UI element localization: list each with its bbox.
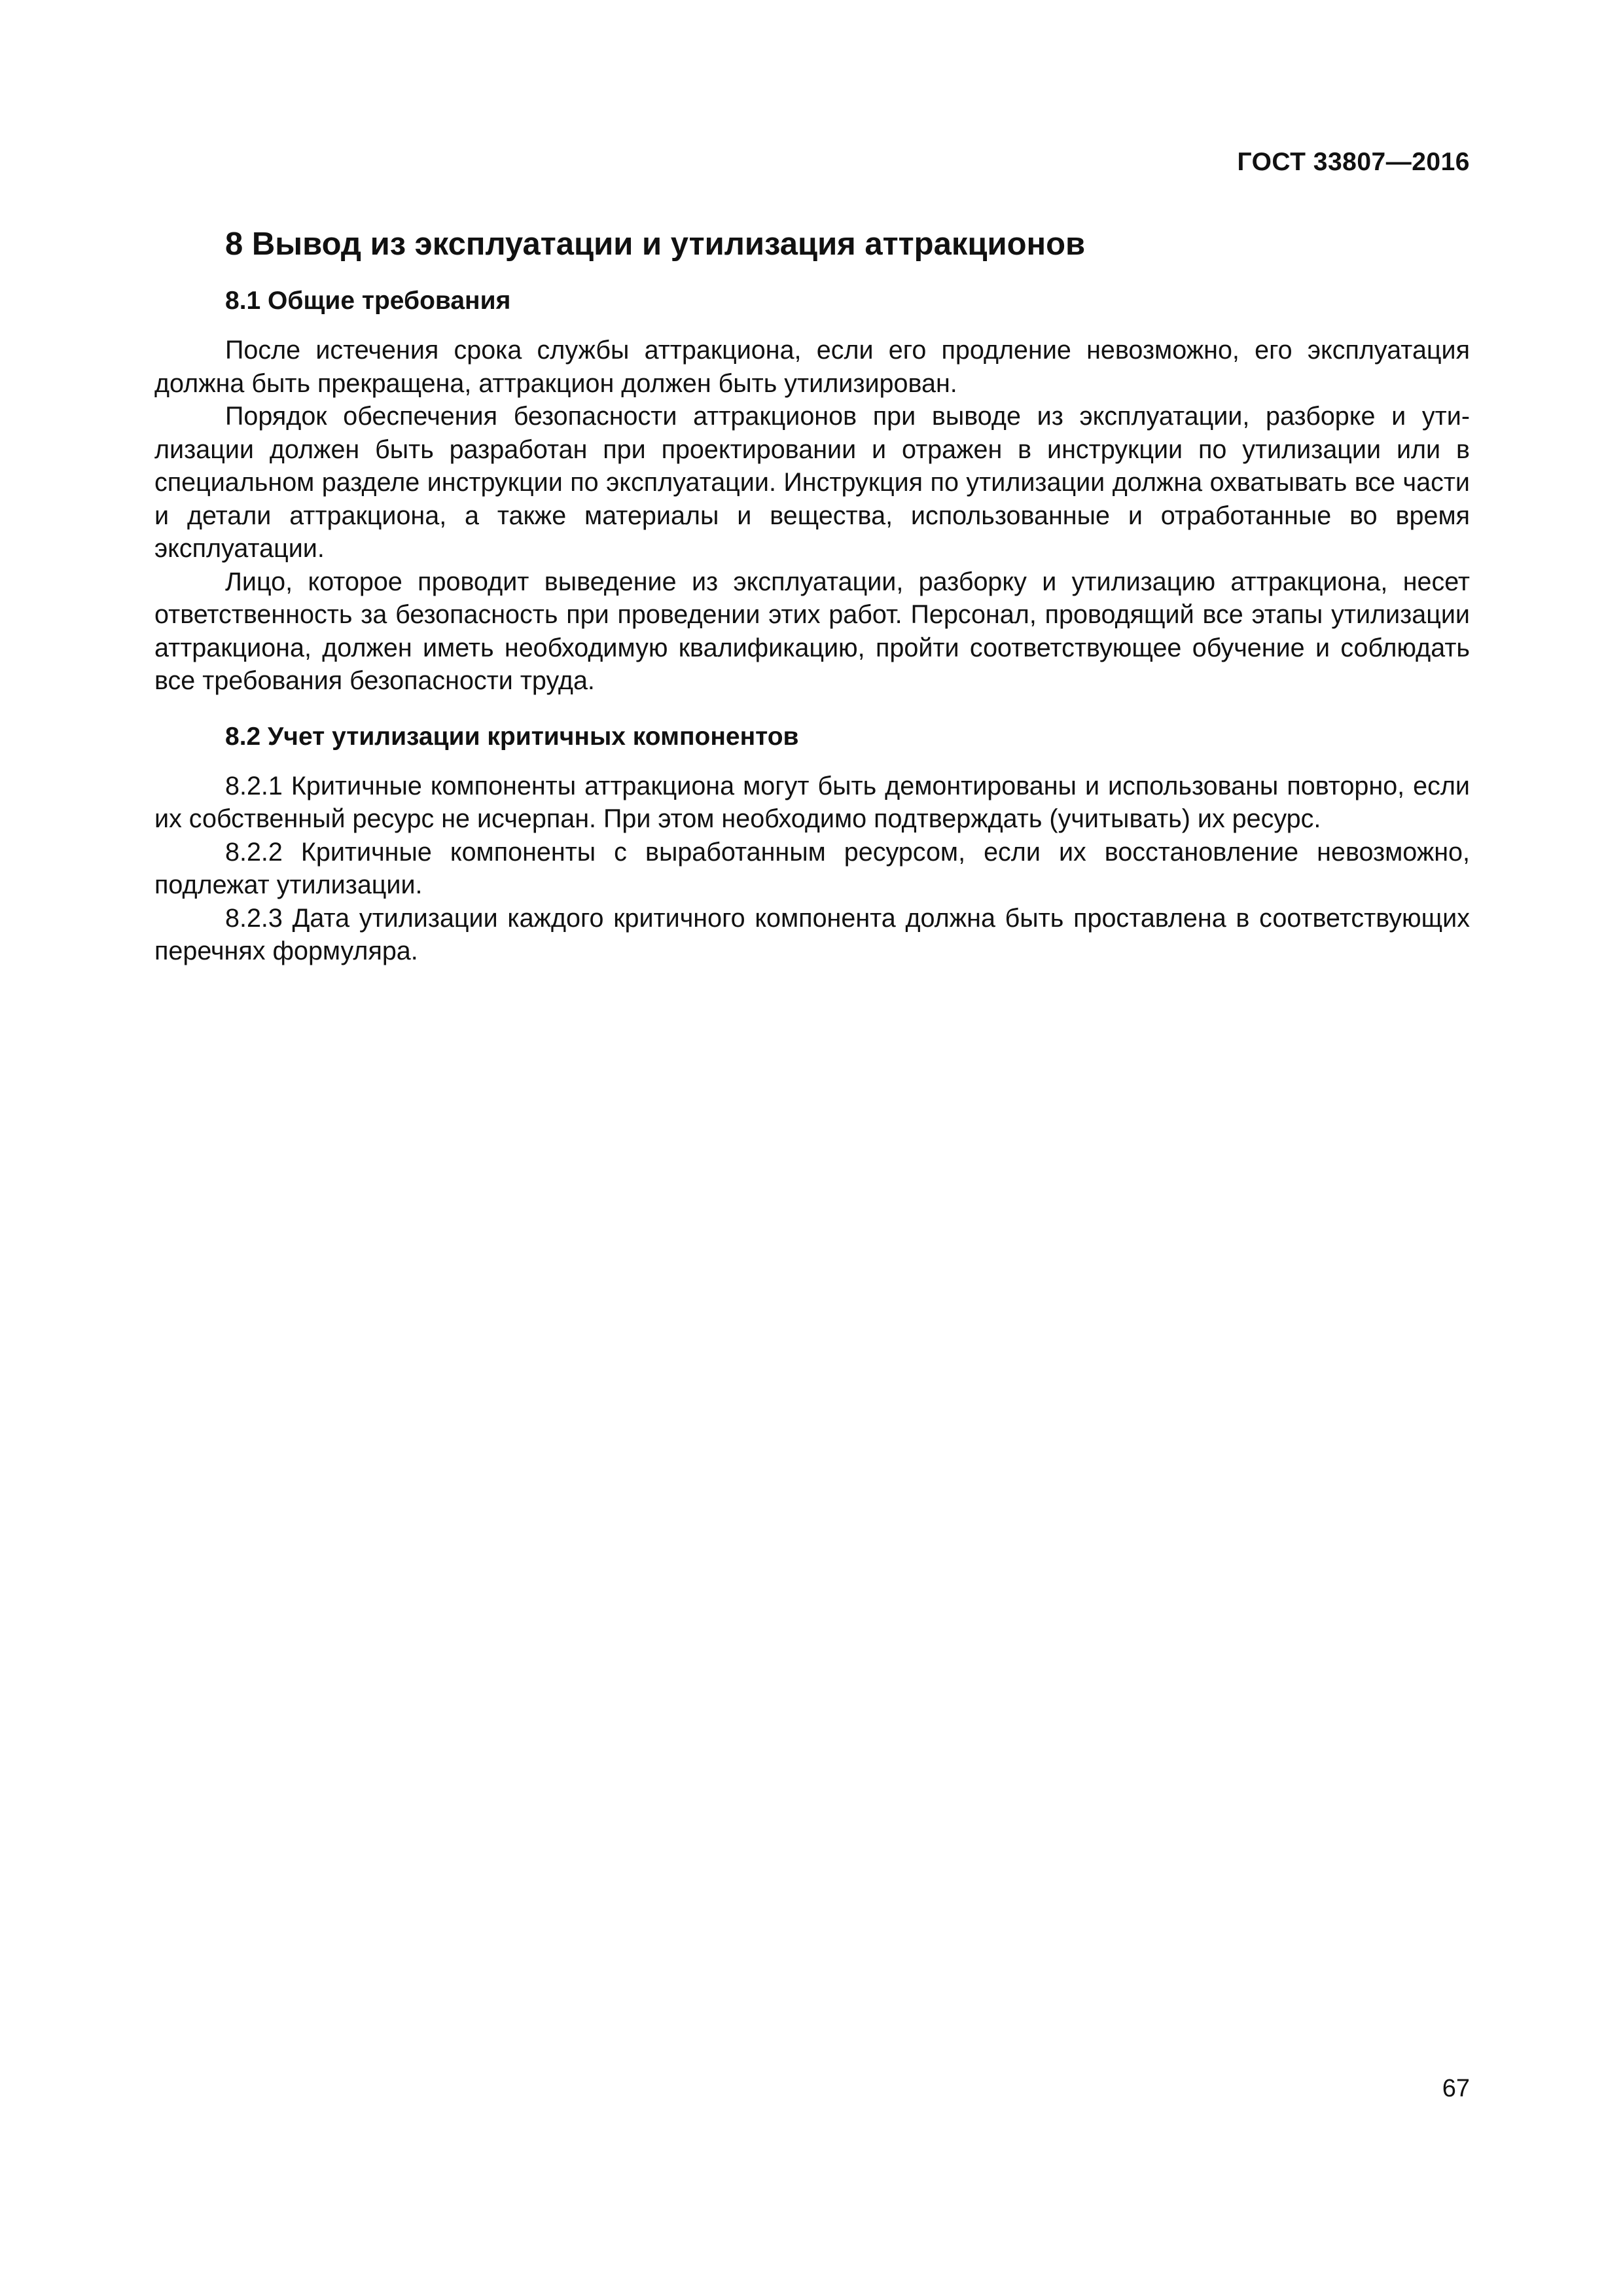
paragraph-8-2-3: 8.2.3 Дата утилизации каждого критичного компонента должна быть проставлена в соответствующих перечнях формуляра. — [154, 903, 1470, 965]
subsection-title-8-2: 8.2 Учет утилизации критичных компонентов — [225, 722, 799, 751]
paragraph: Лицо, которое проводит выведение из эксплуатации, разборку и утилизацию аттракциона, несет ответственность за безопасность при проведении этих работ. Персонал, проводящий все этапы утилизации аттракциона, должен иметь необходимую квалификацию, пройти соответствующее обучение и соблюдать все требования безопасности труда. — [154, 567, 1470, 695]
page-number: 67 — [1442, 2075, 1470, 2102]
subsection-title-8-1: 8.1 Общие требования — [225, 287, 511, 315]
paragraph: После истечения срока службы аттракциона, если его продление невозможно, его эксплуатация должна быть прекращена, аттракцион должен быть утилизирован. — [154, 336, 1470, 398]
document-code-header: ГОСТ 33807—2016 — [1237, 148, 1470, 176]
document-body — [154, 223, 1470, 968]
paragraph-8-2-2: 8.2.2 Критичные компоненты с выработанным ресурсом, если их восстановление невозможно, подлежат утилизации. — [154, 837, 1470, 899]
section-title: 8 Вывод из эксплуатации и утилизация аттракционов — [225, 226, 1086, 262]
paragraph: Порядок обеспечения безопасности аттракционов при выводе из эксплуатации, разборке и утилизации должен быть разработан при проектировании и отражен в инструкции по утилизации или в специальном разделе инструкции по эксплуатации. Инструкция по утилизации должна охватывать все части и детали аттракциона, а также материалы и вещества, использованные и отработанные во время эксплуатации. — [154, 402, 1470, 563]
paragraph-8-2-1: 8.2.1 Критичные компоненты аттракциона могут быть демонтированы и использованы повторно, если их собственный ресурс не исчерпан. При этом необходимо подтверждать (учитывать) их ресурс. — [154, 771, 1470, 833]
